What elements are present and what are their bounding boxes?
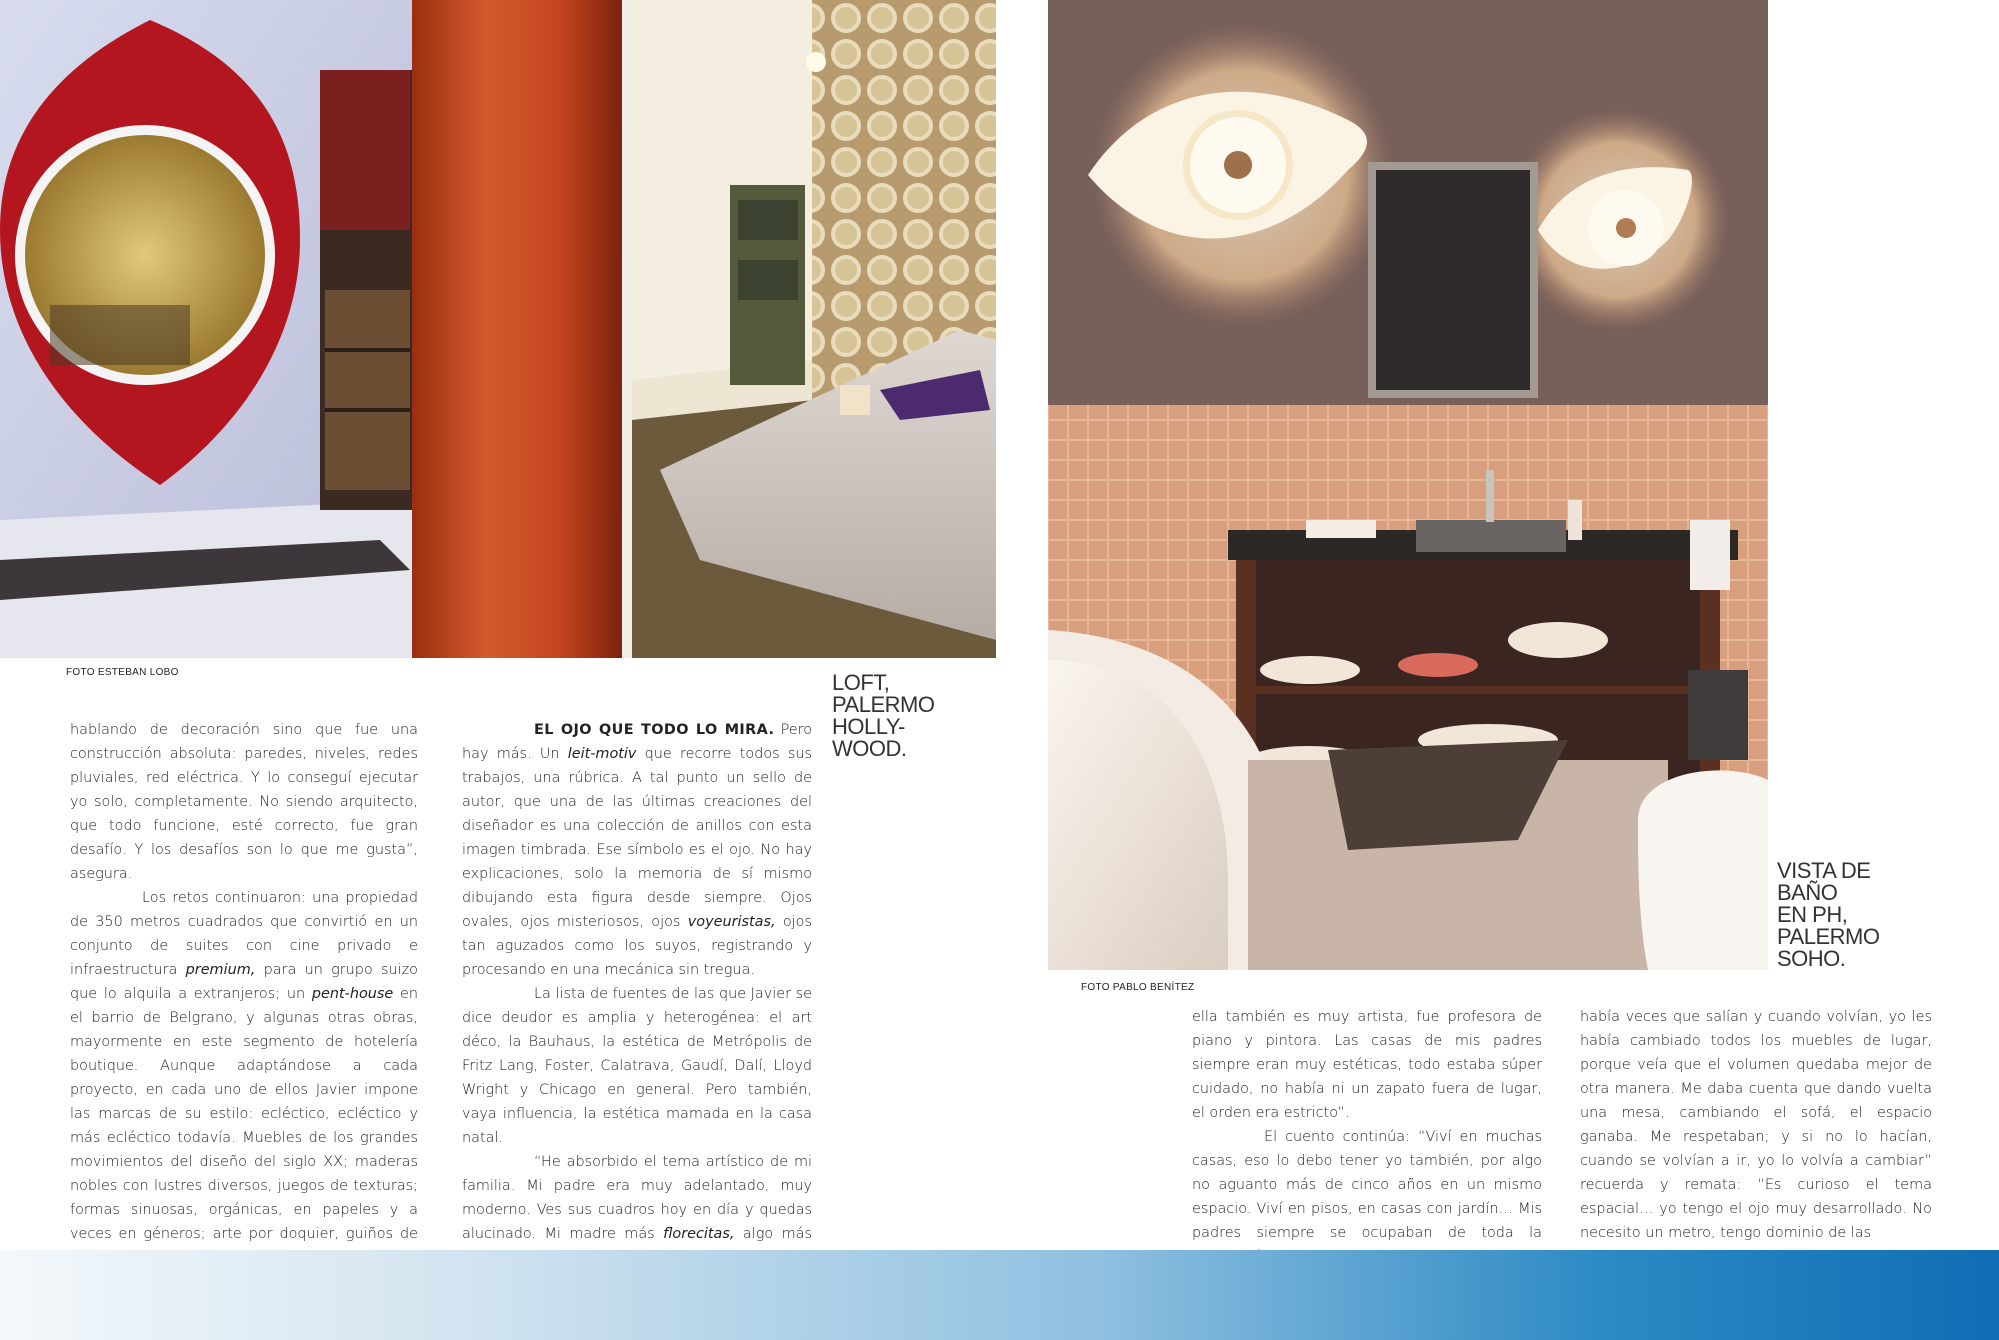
caption-line: SOHO. bbox=[1777, 946, 1846, 971]
paragraph: hablando de decoración sino que fue una construcción absoluta: paredes, niveles, redes pluviales, red eléctrica. Y lo conseguí ejecutar yo solo, completamente. No siendo arquitecto, que todo funcione, esté correcto, fue gran desafío. Y los desafíos son lo que me gusta”, asegura. bbox=[70, 722, 418, 882]
bathroom-photo bbox=[1048, 0, 1768, 970]
section-heading: EL OJO QUE TODO LO MIRA. bbox=[534, 722, 775, 738]
bathroom-photo-credit: FOTO PABLO BENÍTEZ bbox=[1081, 982, 1195, 993]
caption-line: LOFT, bbox=[832, 670, 890, 695]
bathroom-caption bbox=[1777, 860, 1879, 970]
paragraph: El cuento continúa: “Viví en muchas casas, eso lo debo tener yo también, por algo no aguanto más de cinco años en un mismo espacio. Viví en pisos, en casas con jardín… Mis padres siempre se ocupaban de toda la bbox=[1192, 1129, 1542, 1241]
text-column-2 bbox=[462, 718, 812, 1294]
loft-photo bbox=[0, 0, 996, 658]
bathroom-illustration bbox=[1048, 0, 1768, 970]
loft-caption bbox=[832, 672, 934, 760]
paragraph: ella también es muy artista, fue profesora de piano y pintora. Las casas de mis padres siempre eran muy estéticas, todo estaba súper cuidado, no había ni un zapato fuera de lugar, el orden era estricto”. bbox=[1192, 1009, 1542, 1121]
text-column-1 bbox=[70, 718, 418, 1270]
caption-line: VISTA DE bbox=[1777, 858, 1871, 883]
text-column-4 bbox=[1580, 1005, 1932, 1245]
paragraph: Los retos continuaron: una propiedad de 350 metros cuadrados que convirtió en un conjunto de suites con cine privado e infraestructura premium, para un grupo suizo que lo alquila a extranjeros; un pent-house en el barrio de Belgrano, y algunas otras obras, mayormente en este segmento de hotelería boutique. Aunque adaptándose a cada proyecto, en cada uno de ellos Javier impone las marcas de su estilo: ecléctico, ecléctico y más ecléctico todavía. Muebles de los grandes movimientos del diseño del siglo XX; maderas nobles con lustres diversos, juegos de texturas; formas sinuosas, orgánicas, en papeles y a veces en géneros; arte por doquier, guiños de bbox=[70, 890, 418, 1242]
caption-line: BAÑO bbox=[1777, 880, 1838, 905]
caption-line: WOOD. bbox=[832, 736, 907, 761]
bottom-gradient-bar bbox=[0, 1250, 1999, 1340]
loft-illustration bbox=[0, 0, 996, 658]
caption-line: PALERMO bbox=[832, 692, 935, 717]
caption-line: EN PH, bbox=[1777, 902, 1848, 927]
loft-photo-credit: FOTO ESTEBAN LOBO bbox=[66, 667, 179, 678]
paragraph: había veces que salían y cuando volvían, yo les había cambiado todos los muebles de lugar, porque veía que el volumen quedaba mejor de otra manera. Me daba cuenta que dando vuelta una mesa, cambiando el sofá, el espacio ganaba. Me respetaban; y si no lo hacían, cuando se volvían a ir, yo lo volvía a cambiar” recuerda y remata: “Es curioso el tema espacial… yo tengo el ojo muy desarrollado. No necesito un metro, tengo dominio de las bbox=[1580, 1009, 1932, 1241]
paragraph: EL OJO QUE TODO LO MIRA. Pero hay más. Un leit-motiv que recorre todos sus trabajos, una rúbrica. A tal punto un sello de autor, que una de las últimas creaciones del diseñador es una colección de anillos con esta imagen timbrada. Ese símbolo es el ojo. No hay explicaciones, solo la memoria de sí mismo dibujando esta figura desde siempre. Ojos ovales, ojos misteriosos, ojos voyeuristas, ojos tan aguzados como los suyos, registrando y procesando en una mecánica sin tregua. bbox=[462, 722, 812, 978]
paragraph: “He absorbido el tema artístico de mi familia. Mi padre era muy adelantado, muy moderno. Ves sus cuadros hoy en día y quedas alucinado. Mi madre más florecitas, algo más bbox=[462, 1154, 812, 1242]
paragraph: La lista de fuentes de las que Javier se dice deudor es amplia y heterogénea: el art déco, la Bauhaus, la estética de Metrópolis de Fritz Lang, Foster, Calatrava, Gaudí, Dalí, Lloyd Wright y Chicago en general. Pero también, vaya influencia, la estética mamada en la casa natal. bbox=[462, 986, 812, 1146]
caption-line: HOLLY- bbox=[832, 714, 905, 739]
caption-line: PALERMO bbox=[1777, 924, 1880, 949]
text-column-3 bbox=[1192, 1005, 1542, 1269]
